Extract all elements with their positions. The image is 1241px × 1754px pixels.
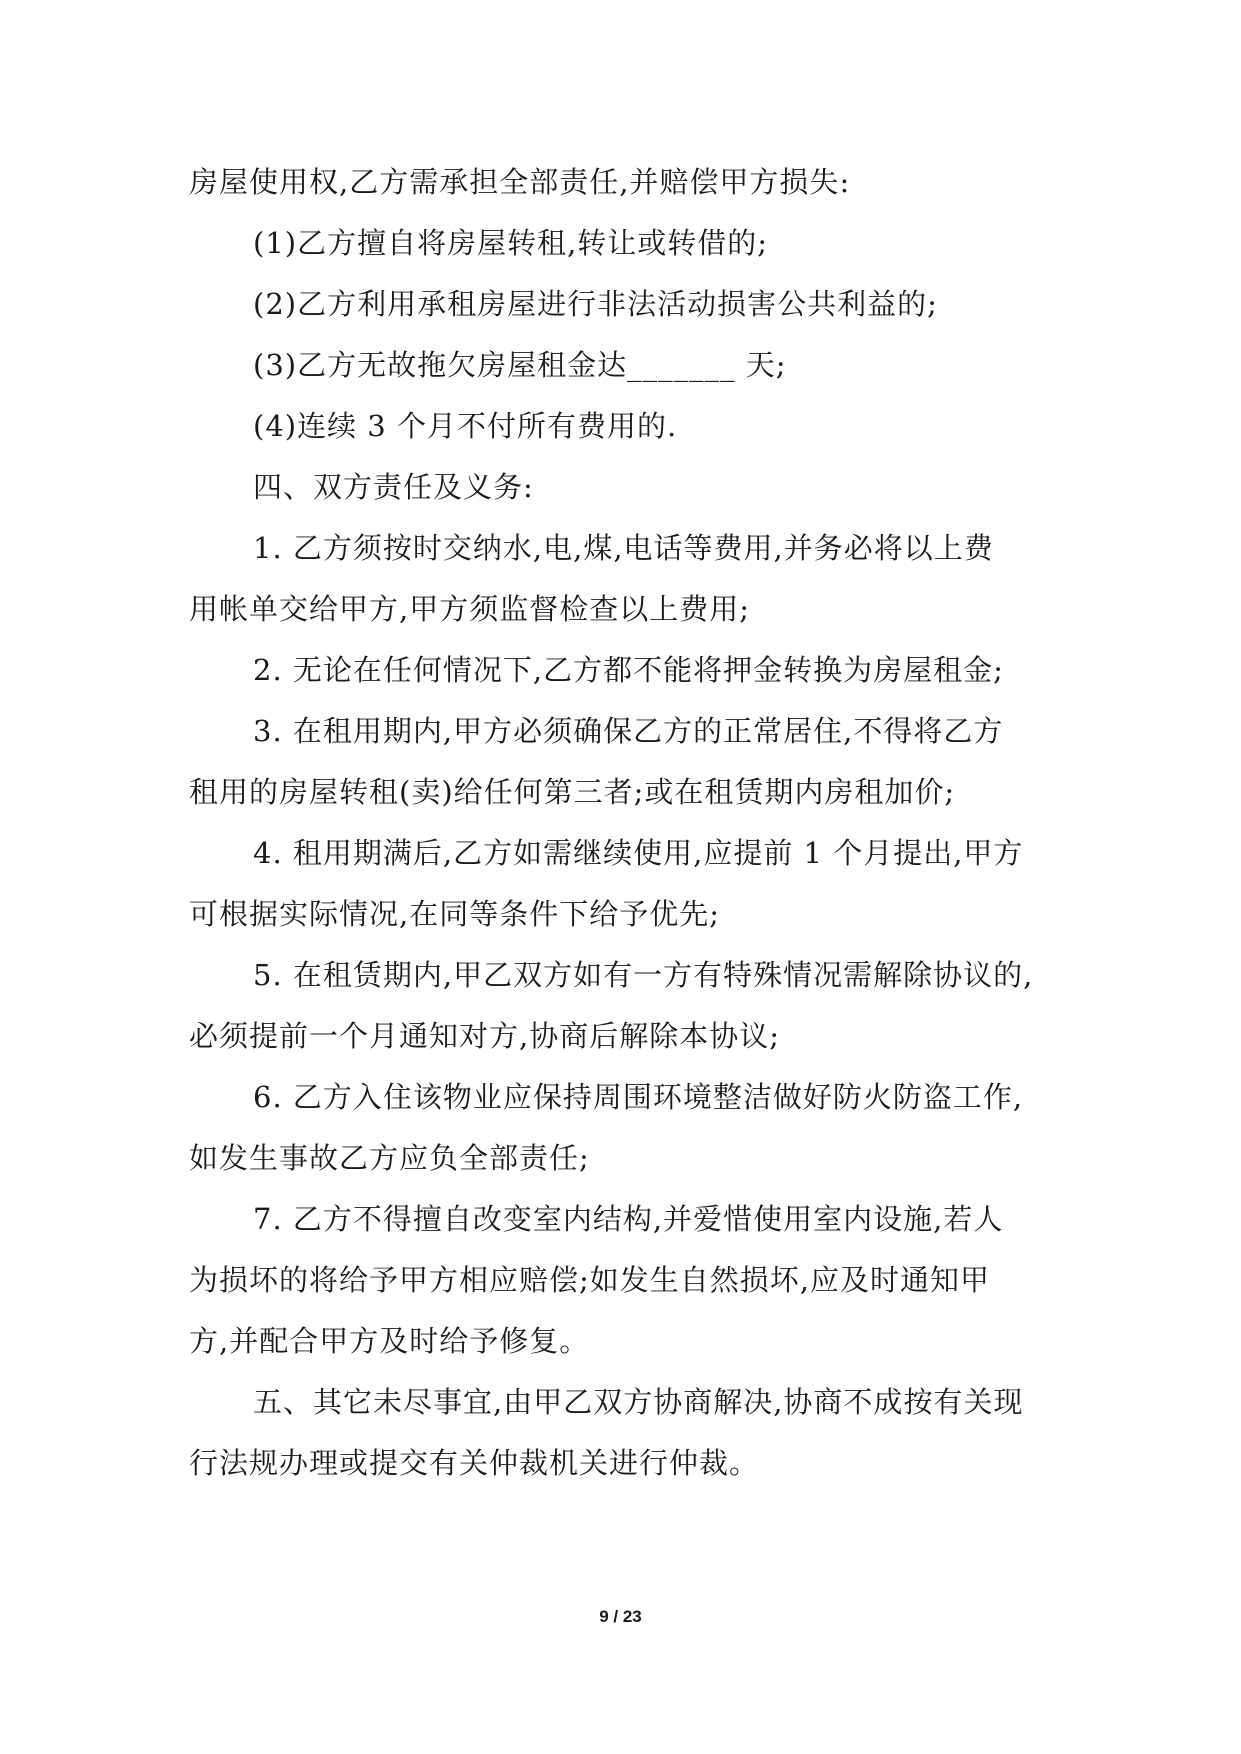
obligation-2: 2. 无论在任何情况下,乙方都不能将押金转换为房屋租金; [253, 653, 1004, 687]
text-line: 房屋使用权,乙方需承担全部责任,并赔偿甲方损失: [189, 165, 851, 199]
obligation-5-cont: 必须提前一个月通知对方,协商后解除本协议; [189, 1019, 780, 1053]
obligation-6-cont: 如发生事故乙方应负全部责任; [189, 1141, 590, 1175]
clause-item-2: (2)乙方利用承租房屋进行非法活动损害公共利益的; [253, 287, 938, 321]
obligation-4: 4. 租用期满后,乙方如需继续使用,应提前 1 个月提出,甲方 [253, 836, 1024, 870]
obligation-1-cont: 用帐单交给甲方,甲方须监督检查以上费用; [189, 592, 750, 626]
obligation-3: 3. 在租用期内,甲方必须确保乙方的正常居住,不得将乙方 [253, 714, 1004, 748]
obligation-3-cont: 租用的房屋转租(卖)给任何第三者;或在租赁期内房租加价; [189, 775, 956, 809]
obligation-7: 7. 乙方不得擅自改变室内结构,并爱惜使用室内设施,若人 [253, 1202, 1004, 1236]
obligation-1: 1. 乙方须按时交纳水,电,煤,电话等费用,并务必将以上费 [253, 531, 994, 565]
obligation-7-cont-2: 方,并配合甲方及时给予修复。 [189, 1324, 590, 1358]
document-body [189, 152, 1069, 1494]
section-heading-4: 四、双方责任及义务: [253, 470, 534, 504]
section-5-cont: 行法规办理或提交有关仲裁机关进行仲裁。 [189, 1446, 760, 1480]
page-number: 9 / 23 [599, 1607, 642, 1626]
clause-item-1: (1)乙方擅自将房屋转租,转让或转借的; [253, 226, 769, 260]
section-heading-5: 五、其它未尽事宜,由甲乙双方协商解决,协商不成按有关现 [253, 1385, 1024, 1419]
clause-item-4: (4)连续 3 个月不付所有费用的. [253, 409, 678, 443]
obligation-4-cont: 可根据实际情况,在同等条件下给予优先; [189, 897, 720, 931]
obligation-7-cont: 为损坏的将给予甲方相应赔偿;如发生自然损坏,应及时通知甲 [189, 1263, 990, 1297]
obligation-6: 6. 乙方入住该物业应保持周围环境整洁做好防火防盗工作, [253, 1080, 1024, 1114]
clause-item-3: (3)乙方无故拖欠房屋租金达_______ 天; [253, 348, 787, 382]
obligation-5: 5. 在租赁期内,甲乙双方如有一方有特殊情况需解除协议的, [253, 958, 1034, 992]
